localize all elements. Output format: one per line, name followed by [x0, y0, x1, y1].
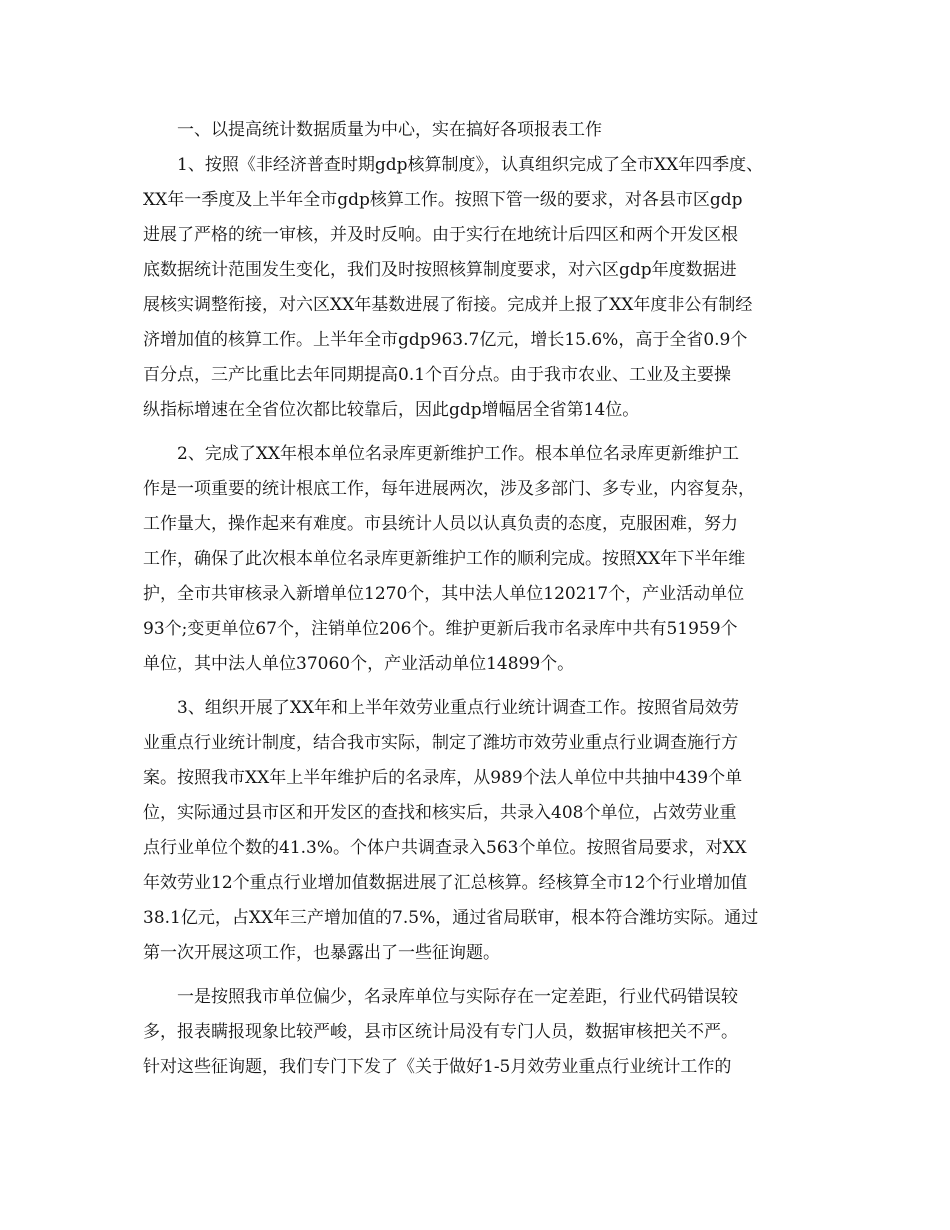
paragraph-line: 93个;变更单位67个，注销单位206个。维护更新后我市名录库中共有51959个: [143, 619, 738, 639]
paragraph-first-line: 一、以提高统计数据质量为中心，实在搞好各项报表工作: [177, 120, 602, 140]
paragraph-line: 38.1亿元，占XX年三产增加值的7.5%，通过省局联审，根本符合潍坊实际。通过: [143, 908, 759, 928]
paragraph-first-line: 1、按照《非经济普查时期gdp核算制度》，认真组织完成了全市XX年四季度、: [177, 155, 764, 175]
paragraph-line: 纵指标增速在全省位次都比较靠后，因此gdp增幅居全省第14位。: [143, 400, 640, 420]
paragraph-first-line: 一是按照我市单位偏少，名录库单位与实际存在一定差距，行业代码错误较: [177, 987, 738, 1007]
paragraph-line: 针对这些征询题，我们专门下发了《关于做好1-5月效劳业重点行业统计工作的: [143, 1057, 732, 1077]
paragraph-line: 工作，确保了此次根本单位名录库更新维护工作的顺利完成。按照XX年下半年维: [143, 549, 746, 569]
paragraph-line: XX年一季度及上半年全市gdp核算工作。按照下管一级的要求，对各县市区gdp: [143, 190, 743, 210]
paragraph-line: 多，报表瞒报现象比较严峻，县市区统计局没有专门人员，数据审核把关不严。: [143, 1022, 738, 1042]
paragraph-line: 底数据统计范围发生变化，我们及时按照核算制度要求，对六区gdp年度数据进: [143, 260, 737, 280]
paragraph-line: 百分点，三产比重比去年同期提高0.1个百分点。由于我市农业、工业及主要操: [143, 365, 732, 385]
paragraph-first-line: 2、完成了XX年根本单位名录库更新维护工作。根本单位名录库更新维护工: [177, 444, 740, 464]
paragraph-line: 案。按照我市XX年上半年维护后的名录库，从989个法人单位中共抽中439个单: [143, 768, 743, 788]
paragraph-line: 单位，其中法人单位37060个，产业活动单位14899个。: [143, 654, 575, 674]
paragraph-first-line: 3、组织开展了XX年和上半年效劳业重点行业统计调查工作。按照省局效劳: [177, 698, 740, 718]
paragraph-line: 位，实际通过县市区和开发区的查找和核实后，共录入408个单位，占效劳业重: [143, 803, 737, 823]
paragraph-line: 护，全市共审核录入新增单位1270个，其中法人单位120217个，产业活动单位: [143, 584, 745, 604]
paragraph-line: 年效劳业12个重点行业增加值数据进展了汇总核算。经核算全市12个行业增加值: [143, 873, 748, 893]
paragraph-line: 展核实调整衔接，对六区XX年基数进展了衔接。完成并上报了XX年度非公有制经: [143, 295, 753, 315]
paragraph-line: 济增加值的核算工作。上半年全市gdp963.7亿元，增长15.6%，高于全省0.9个: [143, 330, 748, 350]
paragraph-line: 工作量大，操作起来有难度。市县统计人员以认真负责的态度，克服困难，努力: [143, 514, 738, 534]
paragraph-line: 作是一项重要的统计根底工作，每年进展两次，涉及多部门、多专业，内容复杂，: [143, 479, 755, 499]
paragraph-line: 第一次开展这项工作，也暴露出了一些征询题。: [143, 943, 500, 963]
paragraph-line: 点行业单位个数的41.3%。个体户共调查录入563个单位。按照省局要求，对XX: [143, 838, 747, 858]
paragraph-line: 业重点行业统计制度，结合我市实际，制定了潍坊市效劳业重点行业调查施行方: [143, 733, 738, 753]
paragraph-line: 进展了严格的统一审核，并及时反响。由于实行在地统计后四区和两个开发区根: [143, 225, 738, 245]
